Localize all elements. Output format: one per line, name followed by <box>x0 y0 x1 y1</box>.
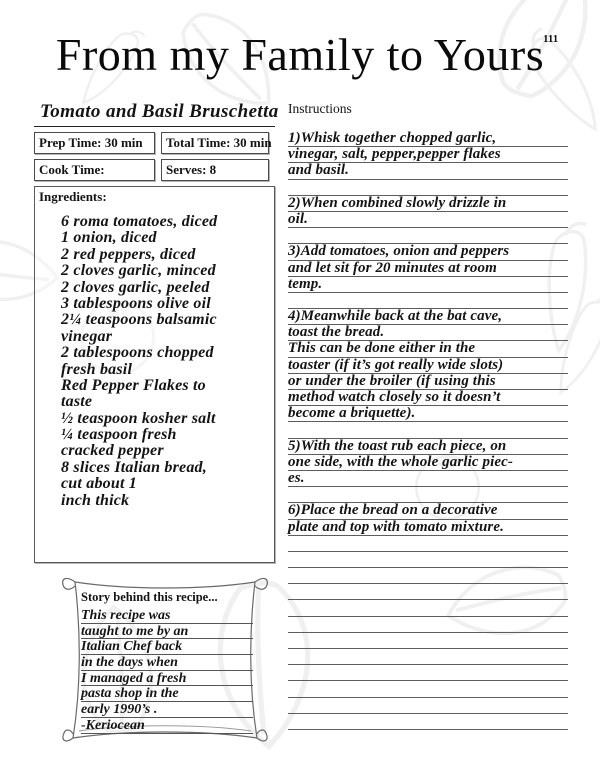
ingredient-line: ¼ teaspoon fresh <box>61 426 177 444</box>
instruction-line: 5)With the toast rub each piece, on <box>288 439 568 455</box>
recipe-info-grid <box>34 132 275 181</box>
story-line: pasta shop in the <box>81 686 253 702</box>
page-title: From my Family to Yours <box>55 29 545 80</box>
ingredient-line: taste <box>61 393 93 411</box>
story-box <box>57 568 273 752</box>
story-line: I managed a fresh <box>81 671 253 687</box>
instruction-line: vinegar, salt, pepper,pepper flakes <box>288 147 568 163</box>
instructions-column <box>288 101 568 730</box>
instruction-line: This can be done either in the <box>288 341 568 357</box>
story-line: -Keriocean <box>81 718 253 734</box>
story-label: Story behind this recipe... <box>81 590 218 604</box>
instruction-line: become a briquette). <box>288 406 568 422</box>
ingredient-line: 2 cloves garlic, minced <box>61 262 216 280</box>
instruction-line <box>288 600 568 616</box>
left-column <box>34 101 279 563</box>
story-line: This recipe was <box>81 608 253 624</box>
ingredient-line: cracked pepper <box>61 442 164 460</box>
ingredient-line: ½ teaspoon kosher salt <box>61 409 216 427</box>
recipe-name-field: Tomato and Basil Bruschetta <box>34 101 275 127</box>
instructions-label: Instructions <box>288 101 352 116</box>
ingredient-line: 2 cloves garlic, peeled <box>61 278 210 296</box>
instruction-line: 1)Whisk together chopped garlic, <box>288 131 568 147</box>
instruction-line: 4)Meanwhile back at the bat cave, <box>288 309 568 325</box>
ingredient-line: cut about 1 <box>61 475 137 493</box>
instruction-line: method watch closely so it doesn’t <box>288 390 568 406</box>
instruction-line <box>288 180 568 196</box>
ingredient-line: 8 slices Italian bread, <box>61 458 207 476</box>
prep-time-box: Prep Time: 30 min <box>34 132 155 154</box>
story-line: taught to me by an <box>81 624 253 640</box>
instruction-line: plate and top with tomato mixture. <box>288 520 568 536</box>
instruction-line: oil. <box>288 212 568 228</box>
instructions-lines <box>288 131 568 730</box>
instruction-line <box>288 714 568 730</box>
ingredients-label: Ingredients: <box>39 189 107 204</box>
instruction-line: es. <box>288 471 568 487</box>
serves-box: Serves: 8 <box>161 159 269 181</box>
instruction-line: 3)Add tomatoes, onion and peppers <box>288 244 568 260</box>
instruction-line <box>288 536 568 552</box>
ingredient-line: vinegar <box>61 327 113 345</box>
instruction-line <box>288 649 568 665</box>
instruction-line <box>288 633 568 649</box>
story-content <box>81 590 253 734</box>
instruction-line: 2)When combined slowly drizzle in <box>288 196 568 212</box>
story-line: in the days when <box>81 655 253 671</box>
ingredient-line: Red Pepper Flakes to <box>61 376 206 394</box>
story-line: Italian Chef back <box>81 639 253 655</box>
instruction-line <box>288 228 568 244</box>
instruction-line <box>288 698 568 714</box>
cook-time-box: Cook Time: <box>34 159 155 181</box>
total-time-box: Total Time: 30 min <box>161 132 269 154</box>
ingredient-line: 3 tablespoons olive oil <box>61 294 211 312</box>
instruction-line <box>288 293 568 309</box>
instruction-line: 6)Place the bread on a decorative <box>288 503 568 519</box>
instruction-line <box>288 681 568 697</box>
story-line: early 1990’s . <box>81 702 253 718</box>
instruction-line: and basil. <box>288 163 568 179</box>
story-lines <box>81 608 253 734</box>
instruction-line: toast the bread. <box>288 325 568 341</box>
instruction-line <box>288 584 568 600</box>
ingredients-list <box>39 214 274 509</box>
instruction-line <box>288 617 568 633</box>
ingredient-line: 1 onion, diced <box>61 229 157 247</box>
instruction-line: and let sit for 20 minutes at room <box>288 261 568 277</box>
instruction-line <box>288 422 568 438</box>
instruction-line <box>288 552 568 568</box>
instruction-line <box>288 487 568 503</box>
instruction-line: one side, with the whole garlic piec- <box>288 455 568 471</box>
ingredient-line: fresh basil <box>61 360 133 378</box>
ingredients-box <box>34 186 275 563</box>
instruction-line: toaster (if it’s got really wide slots) <box>288 358 568 374</box>
ingredient-line: 6 roma tomatoes, diced <box>61 213 218 230</box>
ingredient-line: 2 tablespoons chopped <box>61 344 214 362</box>
instruction-line <box>288 665 568 681</box>
ingredient-line: 2¼ teaspoons balsamic <box>61 311 217 329</box>
instruction-line <box>288 568 568 584</box>
page-number: 111 <box>543 33 559 45</box>
instruction-line: temp. <box>288 277 568 293</box>
instruction-line: or under the broiler (if using this <box>288 374 568 390</box>
ingredient-line: 2 red peppers, diced <box>61 245 196 263</box>
ingredient-line: inch thick <box>61 491 130 509</box>
